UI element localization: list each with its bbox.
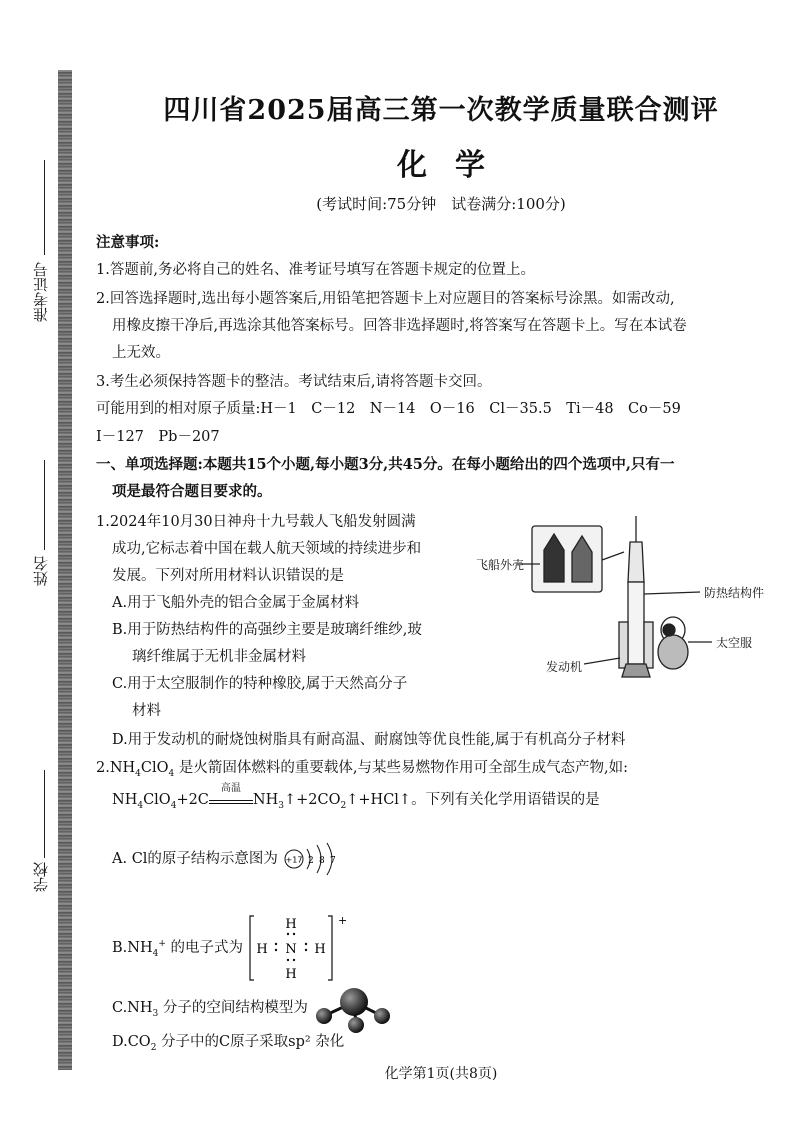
q2-option-d-text: 中的C原子采取sp² 杂化 xyxy=(190,1034,345,1050)
q2-stem-a: $2.NH_4ClO_4$ 是火箭固体燃料的重要载体,与某些易燃物作用可全部生成气态产物,如: xyxy=(96,760,628,779)
q1-option-d: D.用于发动机的耐烧蚀树脂具有耐高温、耐腐蚀等优良性能,属于有机高分子材料 xyxy=(112,732,626,748)
school-label: 学校 xyxy=(32,862,50,892)
label-heat-shield: 防热结构件 xyxy=(704,586,765,600)
svg-text:H: H xyxy=(284,917,297,932)
q1-option-c1: C.用于太空服制作的特种橡胶,属于天然高分子 xyxy=(112,676,408,692)
atomic-masses-1: 可能用到的相对原子质量:H－1 C－12 N－14 O－16 Cl－35.5 Ti－48 Co－59 xyxy=(96,401,681,417)
rocket-figure xyxy=(474,512,774,687)
svg-text:+: + xyxy=(337,914,347,927)
q2-stem-b: 。下列有关化学用语错误的是 xyxy=(411,792,600,808)
svg-text:7: 7 xyxy=(329,856,336,866)
page-footer: 化学第1页(共8页) xyxy=(384,1066,498,1082)
ammonium-electron-formula xyxy=(248,912,348,984)
note-2c: 上无效。 xyxy=(112,345,170,361)
name-line xyxy=(44,460,45,550)
label-space-suit: 太空服 xyxy=(716,636,753,650)
admission-number-line xyxy=(44,160,45,255)
subject-title: 化学 xyxy=(397,148,513,183)
q2-option-c-text: 分子的空间结构模型为 xyxy=(162,1000,308,1016)
svg-text:H: H xyxy=(284,967,297,982)
admission-number-label: 准考证号 xyxy=(32,262,50,322)
atomic-masses-2: I－127 Pb－207 xyxy=(96,429,220,445)
q1-stem-3: 发展。下列对所用材料认识错误的是 xyxy=(112,568,344,584)
q1-stem-2: 成功,它标志着中国在载人航天领域的持续进步和 xyxy=(112,541,422,557)
q1-option-a: A.用于飞船外壳的铝合金属于金属材料 xyxy=(112,595,360,611)
q2-option-d: $D.CO_2$ 分子中的C原子采取sp² 杂化 xyxy=(112,1034,345,1053)
reaction-condition: 高温 xyxy=(220,783,241,794)
q1-stem-1: 1.2024年10月30日神舟十九号载人飞船发射圆满 xyxy=(96,514,416,530)
svg-text:H: H xyxy=(313,942,326,957)
q1-option-c2: 材料 xyxy=(132,703,161,719)
q2-option-a xyxy=(112,841,343,877)
name-label: 姓名 xyxy=(32,556,50,586)
section-heading-a: 一、单项选择题:本题共15个小题,每小题3分,共45分。在每小题给出的四个选项中,只有一 xyxy=(96,456,675,473)
notes-heading: 注意事项: xyxy=(96,234,160,251)
q2-option-b-text: 的电子式为 xyxy=(170,940,243,956)
q2-option-c: $C.NH_3$ 分子的空间结构模型为 xyxy=(112,982,392,1034)
q2-equation: $NH_4ClO_4+2C$ 高温 $NH_3↑+2CO_2↑+HCl↑$。下列有关化学用语错误的是 xyxy=(112,790,600,816)
school-line xyxy=(44,770,45,858)
note-2b: 用橡皮擦干净后,再选涂其他答案标号。回答非选择题时,将答案写在答题卡上。写在本试卷 xyxy=(112,318,687,334)
svg-text:H: H xyxy=(255,942,268,957)
section-heading-b: 项是最符合题目要求的。 xyxy=(112,483,272,500)
exam-info: (考试时间:75分钟 试卷满分:100分) xyxy=(316,195,566,213)
exam-title: 四川省2025届高三第一次教学质量联合测评 xyxy=(163,95,719,126)
svg-text:2: 2 xyxy=(307,856,314,866)
q2-option-a-text: A. Cl的原子结构示意图为 xyxy=(112,851,278,867)
q2-option-b: $B.NH_4^+$ 的电子式为 + H H N H H xyxy=(112,914,347,982)
q1-option-b1: B.用于防热结构件的高强纱主要是玻璃纤维纱,玻 xyxy=(112,622,422,638)
q2-stem-a-text: 是火箭固体燃料的重要载体,与某些易燃物作用可全部生成气态产物,如: xyxy=(178,760,628,776)
note-1: 1.答题前,务必将自己的姓名、准考证号填写在答题卡规定的位置上。 xyxy=(96,262,535,278)
svg-text:N: N xyxy=(284,942,297,957)
nh3-ball-model xyxy=(312,982,392,1034)
svg-text:8: 8 xyxy=(318,856,325,866)
note-3: 3.考生必须保持答题卡的整洁。考试结束后,请将答题卡交回。 xyxy=(96,374,492,390)
q1-option-b2: 璃纤维属于无机非金属材料 xyxy=(132,649,306,665)
svg-text:+17: +17 xyxy=(285,855,302,865)
cl-atomic-structure-diagram xyxy=(283,841,343,877)
note-2a: 2.回答选择题时,选出每小题答案后,用铅笔把答题卡上对应题目的答案标号涂黑。如需改动, xyxy=(96,291,675,307)
label-engine: 发动机 xyxy=(546,660,583,674)
binding-strip xyxy=(58,70,72,1070)
label-spacecraft-shell: 飞船外壳 xyxy=(476,558,525,572)
